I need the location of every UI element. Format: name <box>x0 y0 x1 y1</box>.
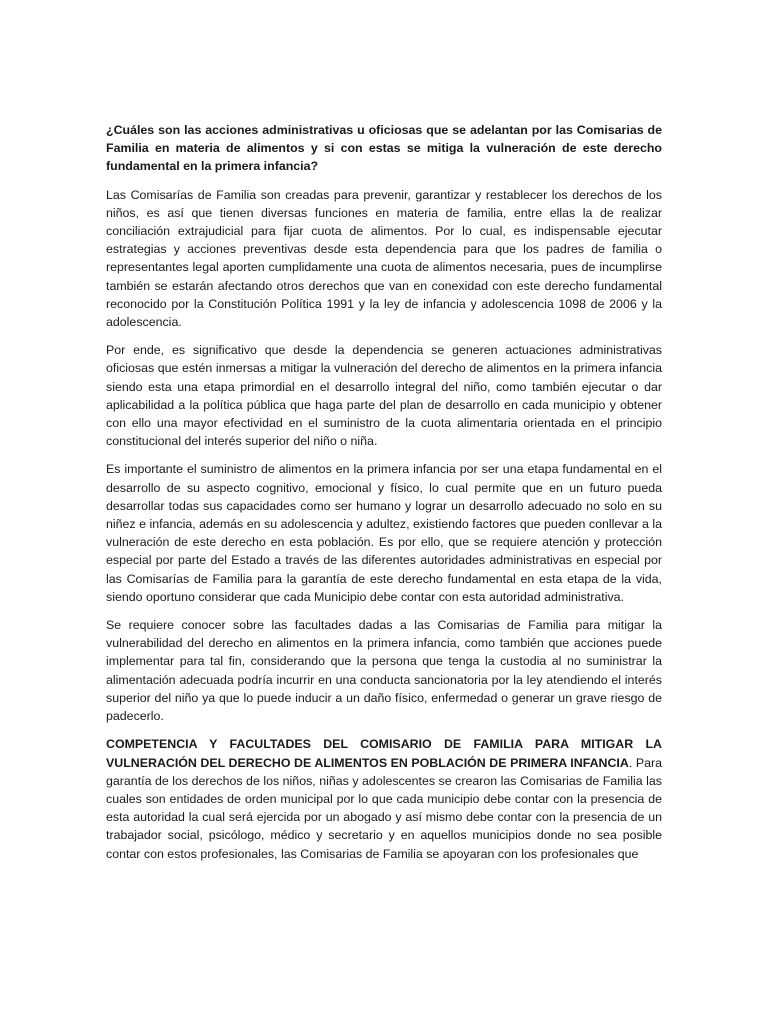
document-title: ¿Cuáles son las acciones administrativas u oficiosas que se adelantan por las Comisarias de Familia en materia de alimentos y si con estas se mitiga la vulneración de este derecho fundamental en la primera infancia? <box>106 123 662 174</box>
section-paragraph <box>106 735 662 862</box>
section-body: . Para garantía de los derechos de los niños, niñas y adolescentes se crearon las Comisarias de Familia las cuales son entidades de orden municipal por lo que cada municipio debe contar con la presencia de esta autoridad la cual será ejercida por un abogado y así mismo debe contar con la presencia de un trabajador social, psicólogo, médico y secretario y en aquellos municipios donde no sea posible contar con estos profesionales, las Comisarias de Familia se apoyaran con los profesionales que <box>106 755 662 861</box>
paragraph-2: Por ende, es significativo que desde la dependencia se generen actuaciones administrativas oficiosas que estén inmersas a mitigar la vulneración del derecho de alimentos en la primera infancia siendo esta una etapa primordial en el desarrollo integral del niño, como también ejecutar o dar aplicabilidad a la política pública que haga parte del plan de desarrollo en cada municipio y obtener con ello una mayor efectividad en el suministro de la cuota alimentaria orientada en el principio constitucional del interés superior del niño o niña. <box>106 343 662 449</box>
paragraph-3: Es importante el suministro de alimentos en la primera infancia por ser una etapa fundamental en el desarrollo de su aspecto cognitivo, emocional y físico, lo cual permite que en un futuro pueda desarrollar todas sus capacidades como ser humano y lograr un desarrollo adecuado no solo en su niñez e infancia, además en su adolescencia y adultez, existiendo factores que pueden conllevar a la vulneración de este derecho en esta población. Es por ello, que se requiere atención y protección especial por parte del Estado a través de las diferentes autoridades administrativas en especial por las Comisarías de Familia para la garantía de este derecho fundamental en esta etapa de la vida, siendo oportuno considerar que cada Municipio debe contar con esta autoridad administrativa. <box>106 462 662 604</box>
document-page <box>106 121 662 873</box>
paragraph-1: Las Comisarías de Familia son creadas para prevenir, garantizar y restablecer los derechos de los niños, es así que tienen diversas funciones en materia de familia, entre ellas la de realizar conciliación extrajudicial para fijar cuota de alimentos. Por lo cual, es indispensable ejecutar estrategias y acciones preventivas desde esta dependencia para que los padres de familia o representantes legal aporten cumplidamente una cuota de alimentos necesaria, pues de incumplirse también se estarán afectando otros derechos que van en conexidad con este derecho fundamental reconocido por la Constitución Política 1991 y la ley de infancia y adolescencia 1098 de 2006 y la adolescencia. <box>106 187 662 330</box>
section-heading: COMPETENCIA Y FACULTADES DEL COMISARIO DE FAMILIA PARA MITIGAR LA VULNERACIÓN DEL DERECHO DE ALIMENTOS EN POBLACIÓN DE PRIMERA INFANCIA <box>106 737 662 770</box>
paragraph-4: Se requiere conocer sobre las facultades dadas a las Comisarias de Familia para mitigar la vulnerabilidad del derecho en alimentos en la primera infancia, como también que acciones puede implementar para tal fin, considerando que la persona que tenga la custodia al no suministrar la alimentación adecuada podría incurrir en una conducta sancionatoria por la ley atendiendo el interés superior del niño ya que lo puede inducir a un daño físico, enfermedad o generar un grave riesgo de padecerlo. <box>106 618 662 724</box>
